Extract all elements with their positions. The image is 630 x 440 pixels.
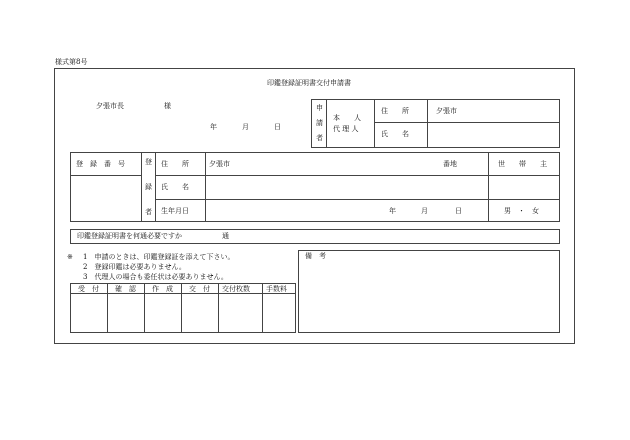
registrant-address-label: 住 所 [161, 160, 189, 168]
addressee-suffix: 様 [164, 102, 171, 110]
office-confirm: 確 認 [115, 285, 136, 293]
registrant-label-3: 者 [145, 208, 152, 216]
date-day: 日 [274, 123, 281, 131]
applicant-name-label: 氏 名 [381, 130, 409, 138]
reg-no-label: 登 録 番 号 [76, 160, 125, 168]
banchi-label: 番地 [443, 160, 457, 168]
agent-label: 代 理 人 [333, 125, 359, 133]
applicant-address-value[interactable]: 夕張市 [436, 107, 457, 115]
date-month: 月 [242, 123, 249, 131]
note-3: 3 代理人の場合も委任状は必要ありません。 [83, 273, 228, 281]
registrant-label-1: 登 [145, 158, 152, 166]
registrant-label-2: 録 [145, 183, 152, 191]
dob-label: 生年月日 [161, 207, 189, 215]
form-number: 様式第8号 [55, 58, 88, 66]
addressee-name: 夕張市長 [96, 102, 124, 110]
household-head-label: 世 帯 主 [498, 160, 547, 168]
remarks-box[interactable] [298, 250, 560, 333]
copies-question: 印鑑登録証明書を何通必要ですか [77, 232, 182, 240]
applicant-address-label: 住 所 [381, 107, 409, 115]
reg-no-field[interactable] [71, 176, 140, 221]
registrant-name-field[interactable] [206, 176, 487, 198]
registrant-name-label: 氏 名 [161, 183, 189, 191]
office-fee: 手数料 [266, 285, 287, 293]
principal-label: 本 人 [333, 114, 361, 122]
notes-mark: ※ [67, 253, 73, 261]
applicant-label-1: 申 [316, 104, 323, 112]
note-1: 1 申請のときは、印鑑登録証を添えて下さい。 [83, 253, 235, 261]
date-year: 年 [210, 123, 217, 131]
applicant-label-2: 請 [316, 119, 323, 127]
copies-unit: 通 [222, 232, 229, 240]
office-issue: 交 付 [189, 285, 210, 293]
household-head-field[interactable] [489, 176, 559, 198]
office-receipt: 受 付 [78, 285, 99, 293]
registrant-address-value[interactable]: 夕張市 [209, 160, 230, 168]
remarks-label: 備 考 [305, 252, 326, 260]
copies-count-field[interactable] [190, 230, 220, 243]
dob-year: 年 [389, 207, 396, 215]
office-issue-count: 交付枚数 [222, 285, 250, 293]
note-2: 2 登録印鑑は必要ありません。 [83, 263, 186, 271]
office-create: 作 成 [152, 285, 173, 293]
form-title: 印鑑登録証明書交付申請書 [267, 79, 351, 87]
applicant-label-3: 者 [316, 134, 323, 142]
dob-month: 月 [421, 207, 428, 215]
sex-choice[interactable]: 男 ・ 女 [504, 207, 539, 215]
dob-day: 日 [455, 207, 462, 215]
applicant-name-field[interactable] [428, 123, 559, 147]
